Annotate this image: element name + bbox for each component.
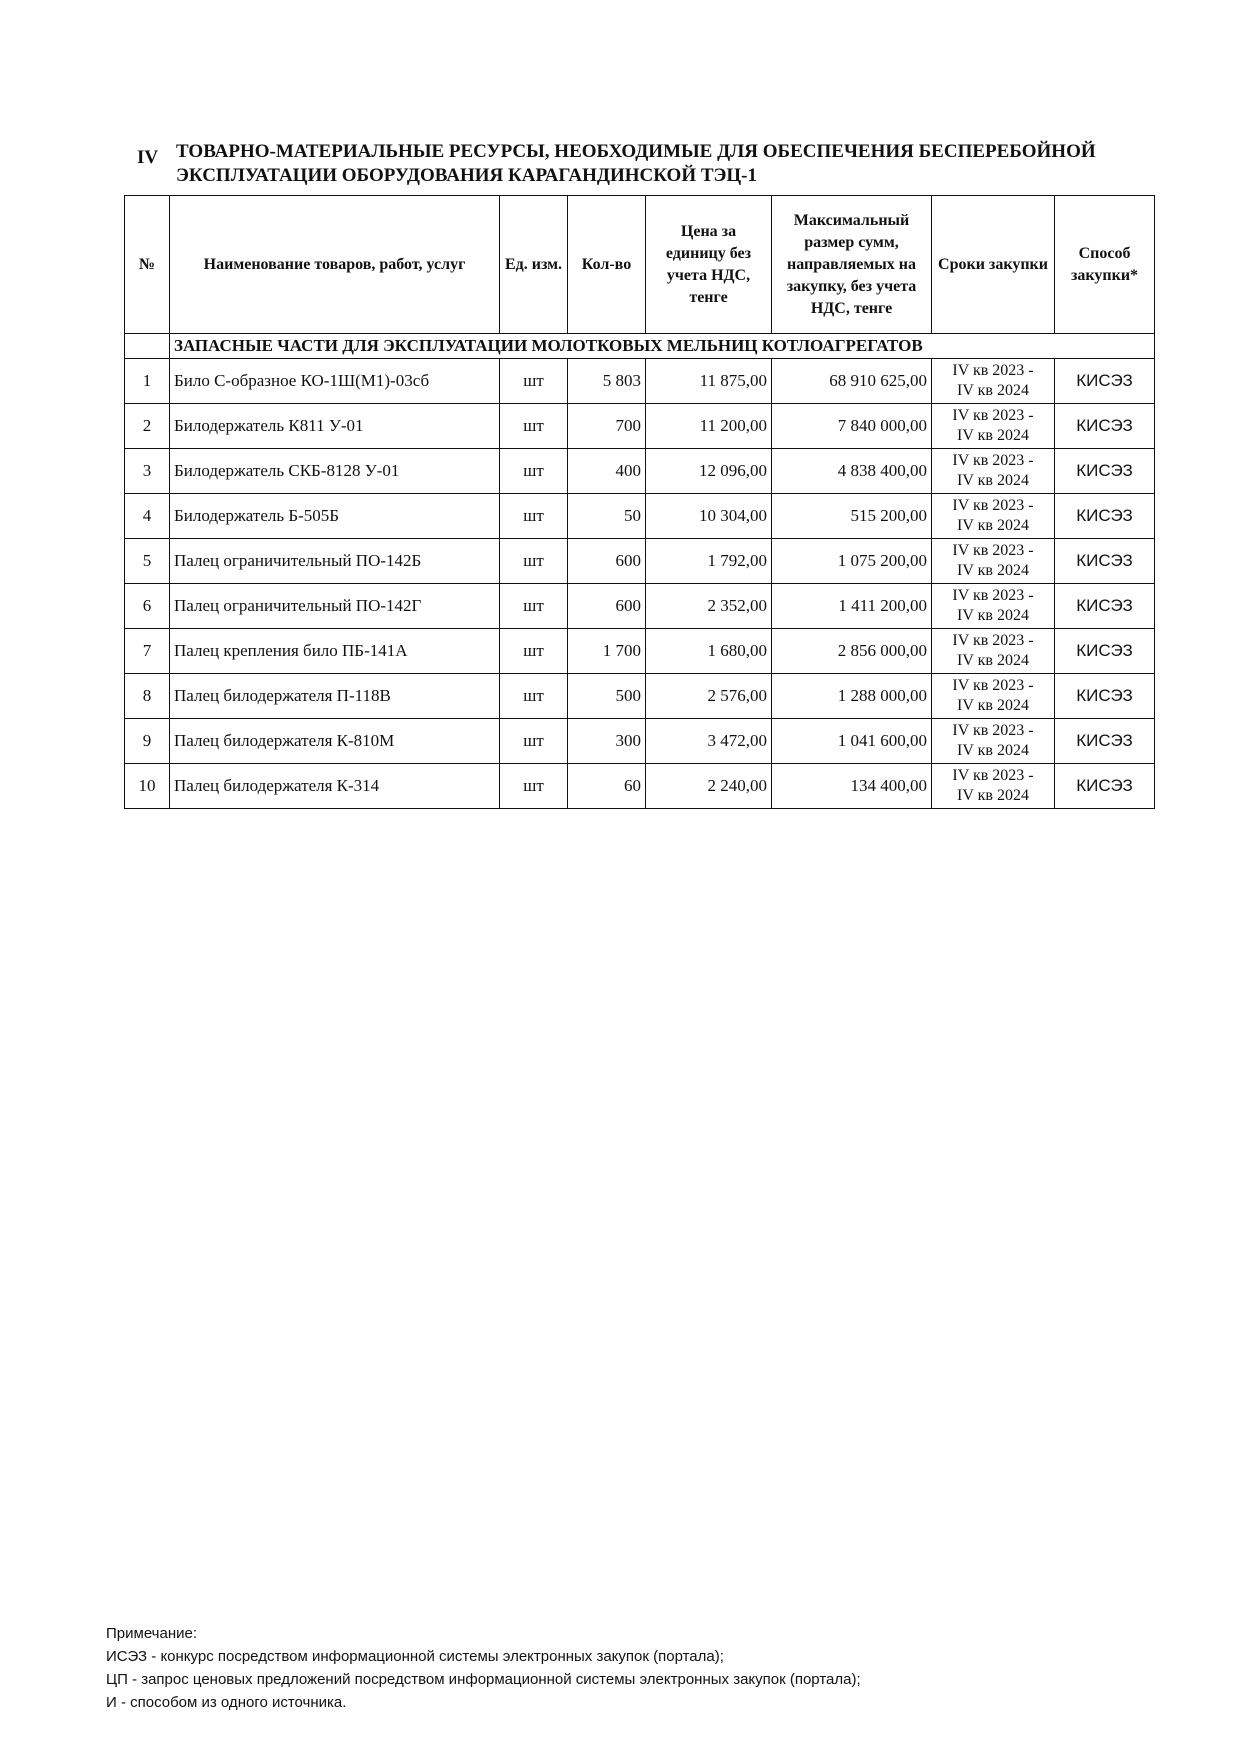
procurement-term	[932, 449, 1055, 494]
table-row	[125, 674, 1155, 719]
max-amount: 68 910 625,00	[772, 359, 932, 404]
group-row-blank	[125, 334, 170, 359]
header-price: Цена за единицу без учета НДС, тенге	[646, 196, 772, 334]
item-name: Билодержатель СКБ-8128 У-01	[170, 449, 500, 494]
max-amount: 7 840 000,00	[772, 404, 932, 449]
table-row	[125, 719, 1155, 764]
max-amount: 1 411 200,00	[772, 584, 932, 629]
procurement-term	[932, 764, 1055, 809]
table-row	[125, 539, 1155, 584]
procurement-table	[124, 195, 1155, 809]
table-row	[125, 404, 1155, 449]
quantity: 700	[568, 404, 646, 449]
procurement-term	[932, 629, 1055, 674]
quantity: 600	[568, 584, 646, 629]
quantity: 300	[568, 719, 646, 764]
unit-of-measure: шт	[500, 404, 568, 449]
header-unit: Ед. изм.	[500, 196, 568, 334]
unit-price: 1 792,00	[646, 539, 772, 584]
term-to: IV кв 2024	[957, 562, 1029, 579]
unit-price: 2 352,00	[646, 584, 772, 629]
unit-of-measure: шт	[500, 359, 568, 404]
item-name: Палец ограничительный ПО-142Б	[170, 539, 500, 584]
unit-of-measure: шт	[500, 764, 568, 809]
item-name: Палец билодержателя К-810М	[170, 719, 500, 764]
row-number: 2	[125, 404, 170, 449]
unit-price: 11 200,00	[646, 404, 772, 449]
term-to: IV кв 2024	[957, 517, 1029, 534]
procurement-method: КИСЭЗ	[1055, 764, 1155, 809]
unit-price: 2 576,00	[646, 674, 772, 719]
row-number: 3	[125, 449, 170, 494]
term-to: IV кв 2024	[957, 427, 1029, 444]
quantity: 1 700	[568, 629, 646, 674]
procurement-term	[932, 674, 1055, 719]
group-row	[125, 334, 1155, 359]
quantity: 500	[568, 674, 646, 719]
row-number: 9	[125, 719, 170, 764]
max-amount: 4 838 400,00	[772, 449, 932, 494]
table-row	[125, 449, 1155, 494]
item-name: Палец билодержателя К-314	[170, 764, 500, 809]
row-number: 5	[125, 539, 170, 584]
group-title: ЗАПАСНЫЕ ЧАСТИ ДЛЯ ЭКСПЛУАТАЦИИ МОЛОТКОВЫХ МЕЛЬНИЦ КОТЛОАГРЕГАТОВ	[170, 334, 1155, 359]
procurement-method: КИСЭЗ	[1055, 449, 1155, 494]
unit-price: 2 240,00	[646, 764, 772, 809]
header-qty: Кол-во	[568, 196, 646, 334]
procurement-method: КИСЭЗ	[1055, 359, 1155, 404]
procurement-method: КИСЭЗ	[1055, 584, 1155, 629]
unit-of-measure: шт	[500, 539, 568, 584]
unit-price: 1 680,00	[646, 629, 772, 674]
procurement-term	[932, 719, 1055, 764]
procurement-term	[932, 404, 1055, 449]
term-from: IV кв 2023 -	[952, 362, 1034, 379]
term-from: IV кв 2023 -	[952, 407, 1034, 424]
term-from: IV кв 2023 -	[952, 497, 1034, 514]
unit-of-measure: шт	[500, 674, 568, 719]
max-amount: 134 400,00	[772, 764, 932, 809]
term-to: IV кв 2024	[957, 787, 1029, 804]
item-name: Било С-образное КО-1Ш(М1)-03сб	[170, 359, 500, 404]
term-to: IV кв 2024	[957, 742, 1029, 759]
row-number: 10	[125, 764, 170, 809]
term-from: IV кв 2023 -	[952, 632, 1034, 649]
procurement-method: КИСЭЗ	[1055, 539, 1155, 584]
procurement-method: КИСЭЗ	[1055, 629, 1155, 674]
unit-of-measure: шт	[500, 629, 568, 674]
procurement-term	[932, 584, 1055, 629]
term-to: IV кв 2024	[957, 382, 1029, 399]
term-to: IV кв 2024	[957, 652, 1029, 669]
procurement-method: КИСЭЗ	[1055, 674, 1155, 719]
note-heading: Примечание:	[106, 1625, 197, 1642]
row-number: 7	[125, 629, 170, 674]
max-amount: 1 041 600,00	[772, 719, 932, 764]
note-block	[106, 1622, 861, 1714]
header-term: Сроки закупки	[932, 196, 1055, 334]
max-amount: 2 856 000,00	[772, 629, 932, 674]
table-row	[125, 584, 1155, 629]
note-line: ЦП - запрос ценовых предложений посредством информационной системы электронных закупок (портала);	[106, 1671, 861, 1688]
quantity: 600	[568, 539, 646, 584]
procurement-method: КИСЭЗ	[1055, 719, 1155, 764]
table-row	[125, 359, 1155, 404]
item-name: Билодержатель К811 У-01	[170, 404, 500, 449]
header-method: Способ закупки*	[1055, 196, 1155, 334]
max-amount: 1 075 200,00	[772, 539, 932, 584]
note-line: И - способом из одного источника.	[106, 1694, 347, 1711]
table-row	[125, 494, 1155, 539]
unit-price: 10 304,00	[646, 494, 772, 539]
unit-of-measure: шт	[500, 719, 568, 764]
procurement-term	[932, 494, 1055, 539]
header-num: №	[125, 196, 170, 334]
term-from: IV кв 2023 -	[952, 767, 1034, 784]
item-name: Палец крепления било ПБ-141А	[170, 629, 500, 674]
term-to: IV кв 2024	[957, 697, 1029, 714]
unit-of-measure: шт	[500, 494, 568, 539]
item-name: Билодержатель Б-505Б	[170, 494, 500, 539]
term-from: IV кв 2023 -	[952, 722, 1034, 739]
unit-price: 12 096,00	[646, 449, 772, 494]
quantity: 50	[568, 494, 646, 539]
row-number: 4	[125, 494, 170, 539]
procurement-method: КИСЭЗ	[1055, 404, 1155, 449]
row-number: 8	[125, 674, 170, 719]
max-amount: 515 200,00	[772, 494, 932, 539]
item-name: Палец билодержателя П-118В	[170, 674, 500, 719]
max-amount: 1 288 000,00	[772, 674, 932, 719]
unit-price: 3 472,00	[646, 719, 772, 764]
unit-price: 11 875,00	[646, 359, 772, 404]
quantity: 400	[568, 449, 646, 494]
header-sum: Максимальный размер сумм, направляемых на закупку, без учета НДС, тенге	[772, 196, 932, 334]
term-from: IV кв 2023 -	[952, 452, 1034, 469]
table-row	[125, 764, 1155, 809]
term-from: IV кв 2023 -	[952, 677, 1034, 694]
quantity: 60	[568, 764, 646, 809]
table-header-row	[125, 196, 1155, 334]
header-name: Наименование товаров, работ, услуг	[170, 196, 500, 334]
unit-of-measure: шт	[500, 449, 568, 494]
section-number: IV	[137, 147, 159, 168]
term-from: IV кв 2023 -	[952, 587, 1034, 604]
row-number: 6	[125, 584, 170, 629]
section-title: ТОВАРНО-МАТЕРИАЛЬНЫЕ РЕСУРСЫ, НЕОБХОДИМЫЕ ДЛЯ ОБЕСПЕЧЕНИЯ БЕСПЕРЕБОЙНОЙ ЭКСПЛУАТАЦИИ ОБОРУДОВАНИЯ КАРАГАНДИНСКОЙ ТЭЦ-1	[176, 141, 1096, 186]
term-to: IV кв 2024	[957, 472, 1029, 489]
procurement-term	[932, 359, 1055, 404]
unit-of-measure: шт	[500, 584, 568, 629]
procurement-term	[932, 539, 1055, 584]
procurement-method: КИСЭЗ	[1055, 494, 1155, 539]
quantity: 5 803	[568, 359, 646, 404]
row-number: 1	[125, 359, 170, 404]
term-from: IV кв 2023 -	[952, 542, 1034, 559]
table-row	[125, 629, 1155, 674]
note-line: ИСЭЗ - конкурс посредством информационной системы электронных закупок (портала);	[106, 1648, 724, 1665]
term-to: IV кв 2024	[957, 607, 1029, 624]
item-name: Палец ограничительный ПО-142Г	[170, 584, 500, 629]
